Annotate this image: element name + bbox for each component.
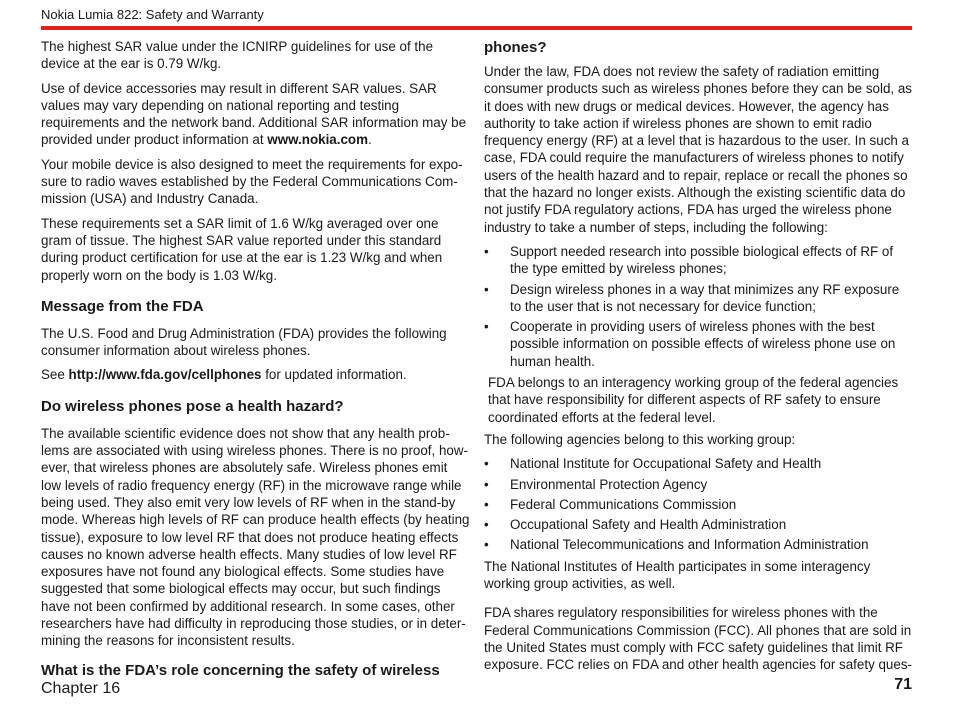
paragraph: Your mobile device is also designed to meet the requirements for expo-sure to radio waves established by the Federal Communications Com-mission (USA) and Industry Canada. xyxy=(41,156,463,207)
paragraph: These requirements set a SAR limit of 1.6 W/kg averaged over one gram of tissue. The highest SAR value reported under this standard during product certification for use at the ear is 1.23 W/kg and when properly worn on the body is 1.03 W/kg. xyxy=(41,215,443,283)
paragraph: FDA shares regulatory responsibilities for wireless phones with the Federal Communications Commission (FCC). All phones that are sold in the United States must comply with FCC safety guidelines that limit RF exposure. FCC relies on FDA and other health agencies for safety ques- xyxy=(484,605,912,673)
section-heading-continued: phones? xyxy=(484,39,547,56)
paragraph: The following agencies belong to this working group: xyxy=(484,431,796,447)
list-item: • Occupational Safety and Health Administration xyxy=(484,516,914,533)
paragraph: The National Institutes of Health participates in some interagency working group activities, as well. xyxy=(484,558,871,592)
page-number: 71 xyxy=(894,676,912,693)
list-item: • National Institute for Occupational Safety and Health xyxy=(484,455,914,472)
footer-chapter: Chapter 16 xyxy=(41,680,121,697)
paragraph: Under the law, FDA does not review the safety of radiation emitting consumer products such as wireless phones before they can be sold, as it does with new drugs or medical devices. However, the agency has authority to take action if wireless phones are shown to emit radio frequency energy (RF) at a level that is hazardous to the user. In such a case, FDA could require the manufacturers of wireless phones to notify users of the health hazard and to repair, replace or recall the phones so that the hazard no longer exists. Although the existing scientific data do not justify FDA regulatory actions, FDA has urged the wireless phone industry to take a number of steps, including the following: xyxy=(484,64,912,235)
section-heading-fda: Message from the FDA xyxy=(41,297,204,315)
paragraph: FDA belongs to an interagency working group of the federal agencies that have responsibility for different aspects of RF safety to ensure coordinated efforts at the federal level. xyxy=(488,375,899,425)
nokia-link[interactable]: www.nokia.com xyxy=(267,132,368,148)
left-column xyxy=(41,38,471,689)
section-heading-fda-role: What is the FDA’s role concerning the safety of wireless xyxy=(41,661,440,679)
right-column xyxy=(484,38,914,681)
paragraph: The available scientific evidence does not show that any health prob-lems are associated with using wireless phones. There is no proof, how-ever, that wireless phones are absolutely safe. Wireless phones emit low levels of radio frequency energy (RF) in the microwave range while being used. They also emit very low levels of RF when in the stand-by mode. Whereas high levels of RF can produce health effects (by heating tissue), exposure to low level RF that does not produce heating effects causes no known adverse health effects. Many studies of low level RF exposures have not found any biological effects. Some studies have suggested that some biological effects may occur, but such findings have not been confirmed by additional research. In some cases, other researchers have had difficulty in reproducing those studies, or in deter-mining the reasons for inconsistent results. xyxy=(41,425,470,649)
paragraph: The highest SAR value under the ICNIRP guidelines for use of the device at the ear is 0.79 W/kg. xyxy=(41,39,434,72)
section-heading-hazard: Do wireless phones pose a health hazard? xyxy=(41,397,344,415)
paragraph-text: Use of device accessories may result in different SAR values. SAR values may vary depending on national reporting and testing requirements and the network band. Additional SAR information may be provided under product information at xyxy=(41,80,467,148)
bullet-list-steps xyxy=(484,243,914,370)
paragraph-text: See xyxy=(41,367,69,383)
list-item: • National Telecommunications and Information Administration xyxy=(484,536,914,553)
fda-link[interactable]: http://www.fda.gov/cellphones xyxy=(68,367,262,383)
list-item: • Environmental Protection Agency xyxy=(484,476,914,493)
bullet-list-agencies xyxy=(484,455,914,553)
list-item: • Support needed research into possible biological effects of RF of the type emitted by wireless phones; xyxy=(484,243,914,278)
paragraph-text: for updated information. xyxy=(261,367,407,383)
list-item: • Design wireless phones in a way that minimizes any RF exposure to the user that is not necessary for device function; xyxy=(484,281,914,316)
paragraph: The U.S. Food and Drug Administration (FDA) provides the following consumer information about wireless phones. xyxy=(41,325,447,359)
list-item: • Cooperate in providing users of wireless phones with the best possible information on possible effects of wireless phone use on human health. xyxy=(484,318,914,370)
list-item: • Federal Communications Commission xyxy=(484,496,914,513)
running-header: Nokia Lumia 822: Safety and Warranty xyxy=(41,7,264,22)
paragraph-end: . xyxy=(368,132,372,148)
paragraph xyxy=(41,80,471,149)
header-rule xyxy=(41,26,912,30)
paragraph xyxy=(41,366,471,383)
